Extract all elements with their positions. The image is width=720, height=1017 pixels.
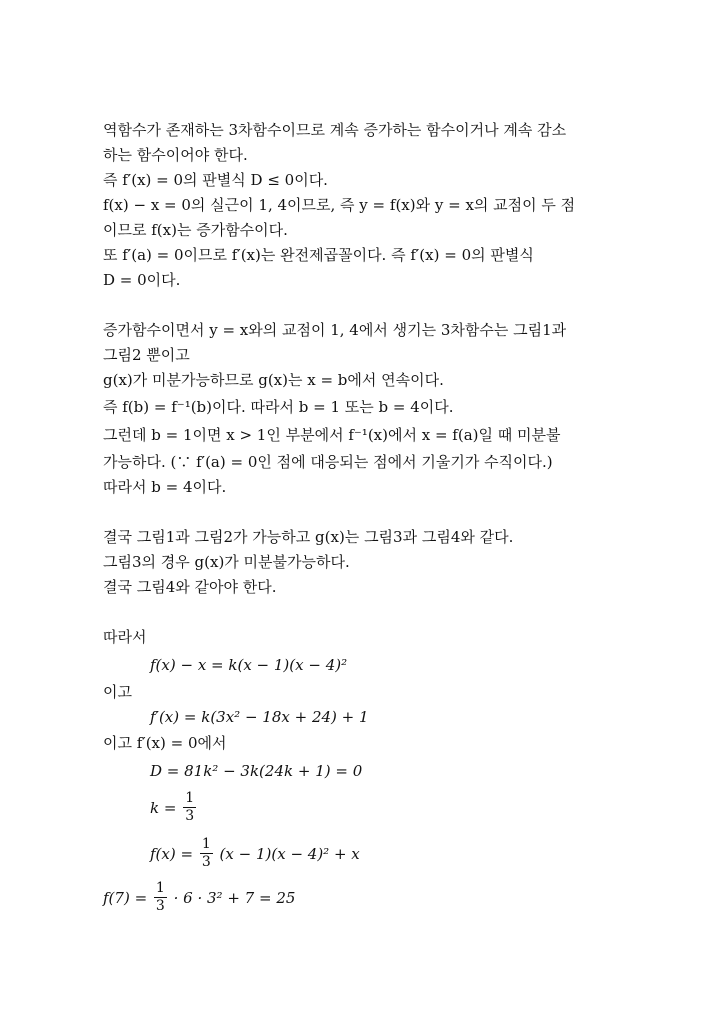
fraction [183,790,196,825]
fraction-numerator: 1 [185,790,195,806]
text-line: 가능하다. (∵ f′(a) = 0인 점에 대응되는 점에서 기울기가 수직이다.) [103,453,553,471]
text-line: 이고 [103,683,132,701]
text-line: 또 f′(a) = 0이므로 f′(x)는 완전제곱꼴이다. 즉 f′(x) = 0의 판별식 [103,246,534,264]
text-line: 따라서 b = 4이다. [103,478,227,496]
equation-line: f′(x) = k(3x² − 18x + 24) + 1 [150,708,369,726]
equation-lhs: f(7) = [103,888,148,907]
text-line: 이므로 f(x)는 증가함수이다. [103,221,288,239]
equation-fx [150,836,360,871]
fraction [154,880,167,915]
fraction-denominator: 3 [155,898,165,914]
fraction-denominator: 3 [201,854,211,870]
text-line: g(x)가 미분가능하므로 g(x)는 x = b에서 연속이다. [103,371,444,389]
equation-k [150,790,198,825]
text-line: 이고 f′(x) = 0에서 [103,734,227,752]
fraction-numerator: 1 [201,836,211,852]
text-line: 결국 그림4와 같아야 한다. [103,578,277,596]
equation-rhs: (x − 1)(x − 4)² + x [219,844,360,863]
text-line: 즉 f′(x) = 0의 판별식 D ≤ 0이다. [103,171,328,189]
fraction [200,836,213,871]
equation-lhs: f(x) = [150,844,194,863]
equation-line: f(x) − x = k(x − 1)(x − 4)² [150,656,348,674]
text-line: 그림2 뿐이고 [103,346,190,364]
equation-lhs: k = [150,798,177,817]
text-line: 따라서 [103,628,147,646]
text-line: 역함수가 존재하는 3차함수이므로 계속 증가하는 함수이거나 계속 감소 [103,121,567,139]
text-line: 하는 함수이어야 한다. [103,146,248,164]
text-line: 그런데 b = 1이면 x > 1인 부분에서 f⁻¹(x)에서 x = f(a)일 때 미분불 [103,426,561,444]
text-line: 즉 f(b) = f⁻¹(b)이다. 따라서 b = 1 또는 b = 4이다. [103,398,454,416]
equation-f7 [103,880,295,915]
text-line: D = 0이다. [103,271,181,289]
fraction-denominator: 3 [185,808,195,824]
text-line: 결국 그림1과 그림2가 가능하고 g(x)는 그림3과 그림4와 같다. [103,528,514,546]
text-line: 증가함수이면서 y = x와의 교점이 1, 4에서 생기는 3차함수는 그림1과 [103,321,567,339]
text-line: 그림3의 경우 g(x)가 미분불가능하다. [103,553,350,571]
text-line: f(x) − x = 0의 실근이 1, 4이므로, 즉 y = f(x)와 y = x의 교점이 두 점 [103,196,576,214]
equation-rhs: · 6 · 3² + 7 = 25 [173,888,296,907]
equation-line: D = 81k² − 3k(24k + 1) = 0 [150,762,363,780]
fraction-numerator: 1 [155,880,165,896]
